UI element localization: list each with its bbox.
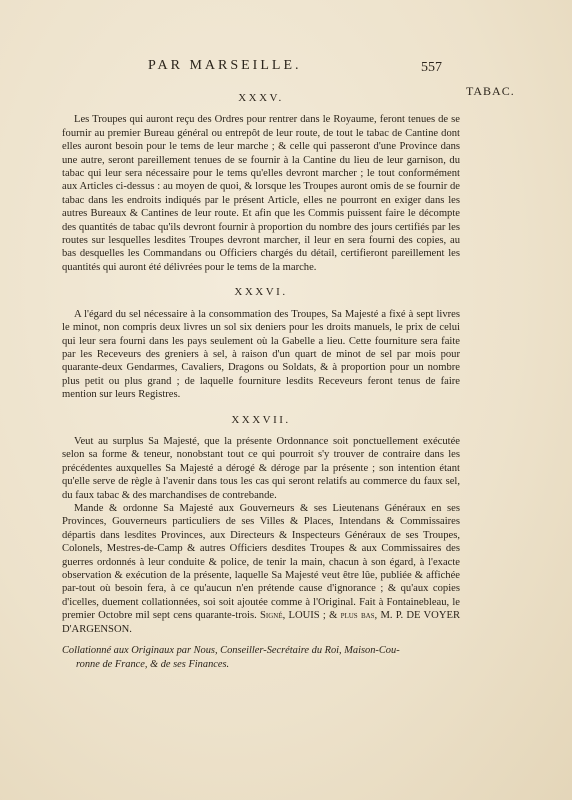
- article-number: XXXVII.: [231, 413, 291, 426]
- page-number: 557: [421, 60, 442, 75]
- article-paragraph: Les Troupes qui auront reçu des Ordres pour rentrer dans le Royaume, feront tenues de se fournir au premier Bureau général ou entrepôt de leur route, de tout le tabac de Cantine dont elles auront besoin pour le tems de leur marche ; & celle qui passeront d'une Province dans une autre, seront pareillement tenues de se fournir à la Cantine du lieu de leur garnison, du tabac qui leur sera nécessaire pour le tems qu'elles devront marcher ; le tout conformément aux Articles ci-dessus : au moyen de quoi, & lorsque les Troupes auront omis de se fournir de tabac dans les endroits indiqués par le présent Article, elles ne pourront en exiger dans les autres Bureaux & Cantines de leur route. Et afin que les Commis puissent faire le décompte des quantités de tabac qu'ils devront fournir à proportion du nombre des jours certifiés par les routes sur lesquelles lesdites Troupes devront marcher, il leur en sera fourni des copies, au bas desquelles les Commandans ou Officiers chargés du détail, certifieront pareillement les quantités qui auront été délivrées pour le tems de la marche.: [62, 114, 460, 273]
- margin-note: TABAC.: [466, 84, 515, 98]
- collation-note: [62, 644, 460, 672]
- article-xxxv: [62, 92, 460, 274]
- article-paragraph: A l'égard du sel nécessaire à la consommation des Troupes, Sa Majesté a fixé à sept livres le minot, non compris deux livres un sol six deniers pour les droits manuels, le prix de celui qui leur sera fourni dans les pays seulement où la Gabelle a lieu. Cette fourniture sera faite par les Receveurs des greniers à sel, à raison d'un quart de minot de sel par mois pour quarante-deux Gendarmes, Cavaliers, Dragons ou Soldats, & à proportion pour un nombre plus petit ou plus grand ; de laquelle fourniture lesdits Receveurs feront tenus de faire mention sur leurs Registres.: [62, 308, 460, 401]
- collation-line: Collationné aux Originaux par Nous, Conseiller-Secrétaire du Roi, Maison-Cou-: [62, 645, 400, 657]
- article-number: XXXV.: [238, 92, 284, 104]
- article-number: XXXVI.: [234, 286, 288, 299]
- article-xxxvii: [62, 414, 460, 637]
- article-xxxvi: [62, 286, 460, 401]
- collation-line: ronne de France, & de ses Finances.: [76, 659, 230, 671]
- running-head: PAR MARSEILLE.: [148, 58, 302, 73]
- article-paragraph: [62, 502, 460, 636]
- paragraph-text: Mande & ordonne Sa Majesté aux Gouverneurs & ses Lieutenans Généraux en ses Provinces, Gouverneurs particuliers de ses Villes & Places, Intendans & Commissaires départis dans lesdites Provinces, aux Directeurs & Inspecteurs Généraux de ses Troupes, Colonels, Mestres-de-Camp & autres Officiers desdites Troupes & aux Commissaires des guerres ordonnés à leur conduite & police, de tenir la main, chacun à son égard, à l'exacte observation & exécution de la présente, laquelle Sa Majesté veut être lûe, publiée & affichée par-tout où besoin fera, à ce qu'aucun n'en prétende cause d'ignorance ; & qu'aux copies d'icelles, duement collationnées, soi soit ajoutée comme à l'Original. Fait à Fontainebleau, le premier Octobre mil sept cens quarante-trois.: [62, 502, 460, 622]
- article-paragraph: Veut au surplus Sa Majesté, que la présente Ordonnance soit ponctuellement exécutée selon sa forme & teneur, nonobstant tout ce qui pourroit s'y trouver de contraire dans les précédentes auxquelles Sa Majesté a dérogé & déroge par la présente ; son intention étant qu'elle serve de règle à l'avenir dans tous les cas qui seront relatifs au commerce du faux sel, du faux tabac & des marchandises de contrebande.: [62, 435, 460, 501]
- document-body: [62, 92, 460, 672]
- signature: Signé, LOUIS ; & plus bas, M. P. DE VOYER D'ARGENSON.: [62, 610, 461, 635]
